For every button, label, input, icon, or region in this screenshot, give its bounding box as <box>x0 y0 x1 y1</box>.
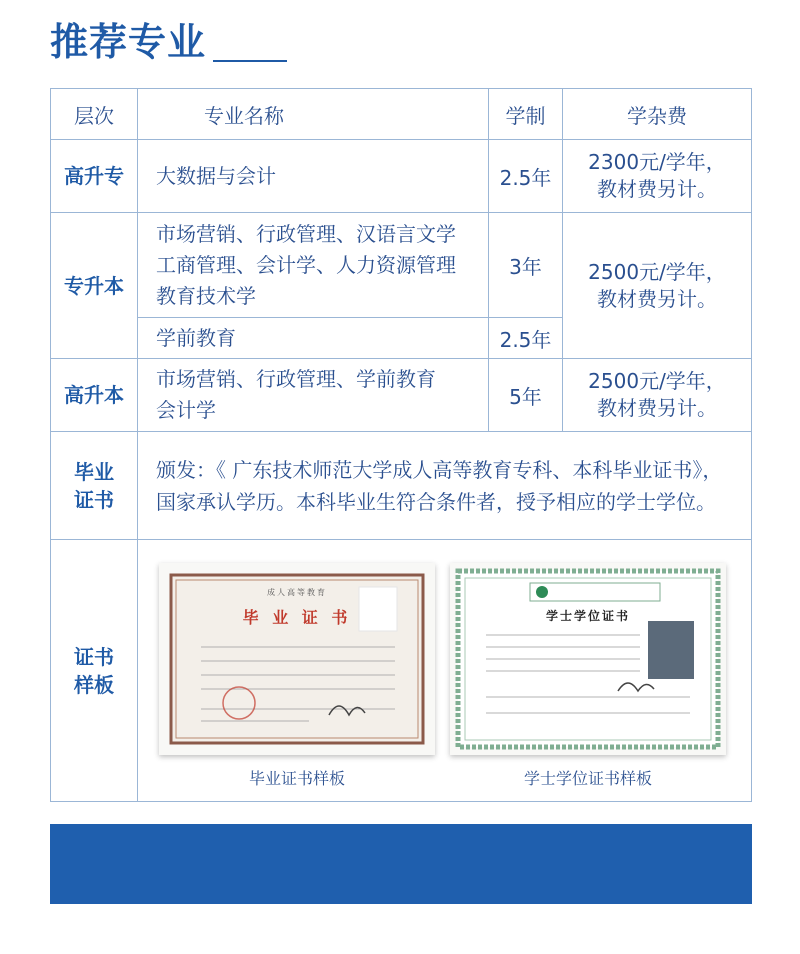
fee-line: 教材费另计。 <box>597 177 717 201</box>
fee-line: 教材费另计。 <box>597 286 717 311</box>
majors-table <box>50 88 752 802</box>
major-line: 学前教育 <box>156 325 236 350</box>
major-cell <box>138 213 489 318</box>
title-underline <box>213 60 287 62</box>
table-row <box>51 432 752 540</box>
certificate-description: 颁发：《 广东技术师范大学成人高等教育专科、本科毕业证书》，国家承认学历。本科毕业生符合条件者，授予相应的学士学位。 <box>138 432 752 540</box>
header-major: 专业名称 <box>138 89 489 140</box>
fee-cell <box>563 140 752 213</box>
level-cell <box>51 540 138 802</box>
degree-caption: 学士学位证书样板 <box>523 769 652 788</box>
major-line: 教育技术学 <box>156 283 256 308</box>
header-duration: 学制 <box>489 89 563 140</box>
duration-cell: 5年 <box>489 359 563 432</box>
duration-cell: 3年 <box>489 213 563 318</box>
diploma-sample-image <box>159 563 435 755</box>
fee-line: 2500元/学年， <box>588 369 726 393</box>
level-cell: 专升本 <box>51 213 138 359</box>
major-line: 工商管理、会计学、人力资源管理 <box>156 252 456 277</box>
major-cell <box>138 140 489 213</box>
fee-line: 2300元/学年， <box>588 150 726 174</box>
fee-cell <box>563 359 752 432</box>
duration-cell: 2.5年 <box>489 318 563 359</box>
level-line: 证书 <box>74 487 114 512</box>
major-cell <box>138 359 489 432</box>
level-cell: 高升专 <box>51 140 138 213</box>
table-header-row <box>51 89 752 140</box>
major-cell <box>138 318 489 359</box>
major-line: 会计学 <box>156 398 216 422</box>
diploma-heading: 毕 业 证 书 <box>242 608 352 627</box>
major-line: 市场营销、行政管理、汉语言文学 <box>156 221 456 246</box>
level-line: 证书 <box>74 644 114 669</box>
header-fee: 学杂费 <box>563 89 752 140</box>
footer-banner <box>50 824 752 904</box>
major-line: 大数据与会计 <box>156 163 276 188</box>
level-cell: 高升本 <box>51 359 138 432</box>
degree-heading: 学士学位证书 <box>545 609 630 623</box>
degree-illustration <box>450 563 726 755</box>
table-row <box>51 213 752 318</box>
level-line: 样板 <box>74 672 114 697</box>
table-row <box>51 140 752 213</box>
samples-cell <box>138 540 752 802</box>
header-level: 层次 <box>51 89 138 140</box>
level-line: 毕业 <box>74 459 114 484</box>
fee-cell <box>563 213 752 359</box>
fee-line: 教材费另计。 <box>597 396 717 420</box>
table-row <box>51 359 752 432</box>
level-cell <box>51 432 138 540</box>
fee-line: 2500元/学年， <box>588 259 726 284</box>
page-title: 推荐专业 <box>50 20 207 64</box>
table-row <box>51 540 752 802</box>
duration-cell: 2.5年 <box>489 140 563 213</box>
diploma-subheading: 成人高等教育 <box>267 588 327 597</box>
major-line: 市场营销、行政管理、学前教育 <box>156 367 436 391</box>
diploma-caption: 毕业证书样板 <box>248 769 345 788</box>
degree-sample-image <box>450 563 726 755</box>
